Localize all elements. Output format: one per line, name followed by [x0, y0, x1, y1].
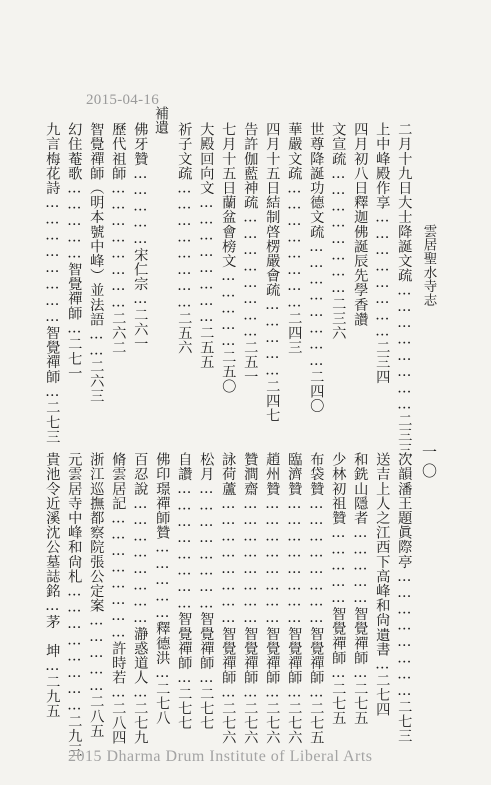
toc-entry: 華嚴文疏……………………二四三 [286, 122, 303, 355]
book-title: 雲居聖水寺志 [420, 224, 437, 307]
toc-entry: 贊澗齋……………………智覺禪師…二七六 [242, 452, 259, 745]
toc-entry: 和銑山隱者……………智覺禪師…二七五 [352, 452, 369, 725]
toc-entry: 文宣疏……………………二三六 [330, 122, 347, 340]
toc-entry: 上中峰殿作享……………………二三四 [374, 122, 391, 384]
toc-entry: 大殿回向文……………………二五五 [198, 122, 215, 370]
toc-entry: 浙江巡撫都察院張公定案……………二八五 [88, 452, 105, 738]
toc-entry: 九言梅花詩……………………智覺禪師…二七三 [44, 122, 61, 444]
toc-entry: 幻住菴歌……………智覺禪師…二七一 [66, 122, 83, 381]
toc-entry: 四月十五日結制啓楞嚴會疏……………二四七 [264, 122, 281, 423]
toc-entry: 脩雲居記……………………許時若…二八四 [110, 452, 127, 745]
toc-entry: 七月十五日蘭盆會榜文……………二五〇 [220, 122, 237, 394]
toc-entry: 智覺禪師（明本號中峰）並法語……二六三 [88, 122, 105, 403]
toc-entry: 自讚……………………智覺禪師…二七七 [176, 452, 193, 731]
watermark: 2015 Dharma Drum Institute of Liberal Arts [68, 748, 373, 765]
toc-entry: 百忍說……………………瀞惑道人…二七九 [132, 452, 149, 745]
toc-entry: 次韻潘王題眞際亭……………………二七三 [396, 452, 413, 743]
toc-entry: 趙州贊……………………智覺禪師…二七六 [264, 452, 281, 745]
toc-entry: 貴池令近溪沈公墓誌銘…茅 坤…二九五 [44, 452, 61, 719]
toc-entry: 祈子文疏……………………二五六 [176, 122, 193, 355]
toc-entry: 告許伽藍神疏……………………二五一 [242, 122, 259, 384]
toc-entry: 詠荷蘆……………………智覺禪師…二七六 [220, 452, 237, 745]
toc-entry: 元雲居寺中峰和尙札……………………二九三 [66, 452, 83, 758]
toc-entry: 布袋贊……………………智覺禪師…二七五 [308, 452, 325, 745]
date-stamp: 2015-04-16 [86, 92, 159, 108]
toc-entry: 四月初八日釋迦佛誕辰先學香讚 [352, 122, 369, 327]
toc-entry: 世尊降誕功德文疏……………………二四〇 [308, 122, 325, 413]
toc-entry: 松月……………………智覺禪師…二七七 [198, 452, 215, 731]
toc-entry: 送吉上人之江西下高峰和尙遺書…二七四 [374, 452, 391, 717]
page-number: 一〇 [420, 444, 438, 482]
toc-entry: 歷代祖師……………………二六二 [110, 122, 127, 355]
toc-entry: 臨濟贊……………………智覺禪師…二七六 [286, 452, 303, 745]
toc-entry: 二月十九日大士降誕文疏……………………二三三 [396, 122, 413, 457]
toc-entry: 佛印璟禪師贊……………釋德洪…二七八 [154, 452, 171, 725]
toc-entry: 佛牙贊……………宋仁宗…二六一 [132, 122, 149, 352]
section-heading: 補遺 [153, 106, 169, 135]
toc-entry: 少林初祖贊……………智覺禪師…二七五 [330, 452, 347, 725]
